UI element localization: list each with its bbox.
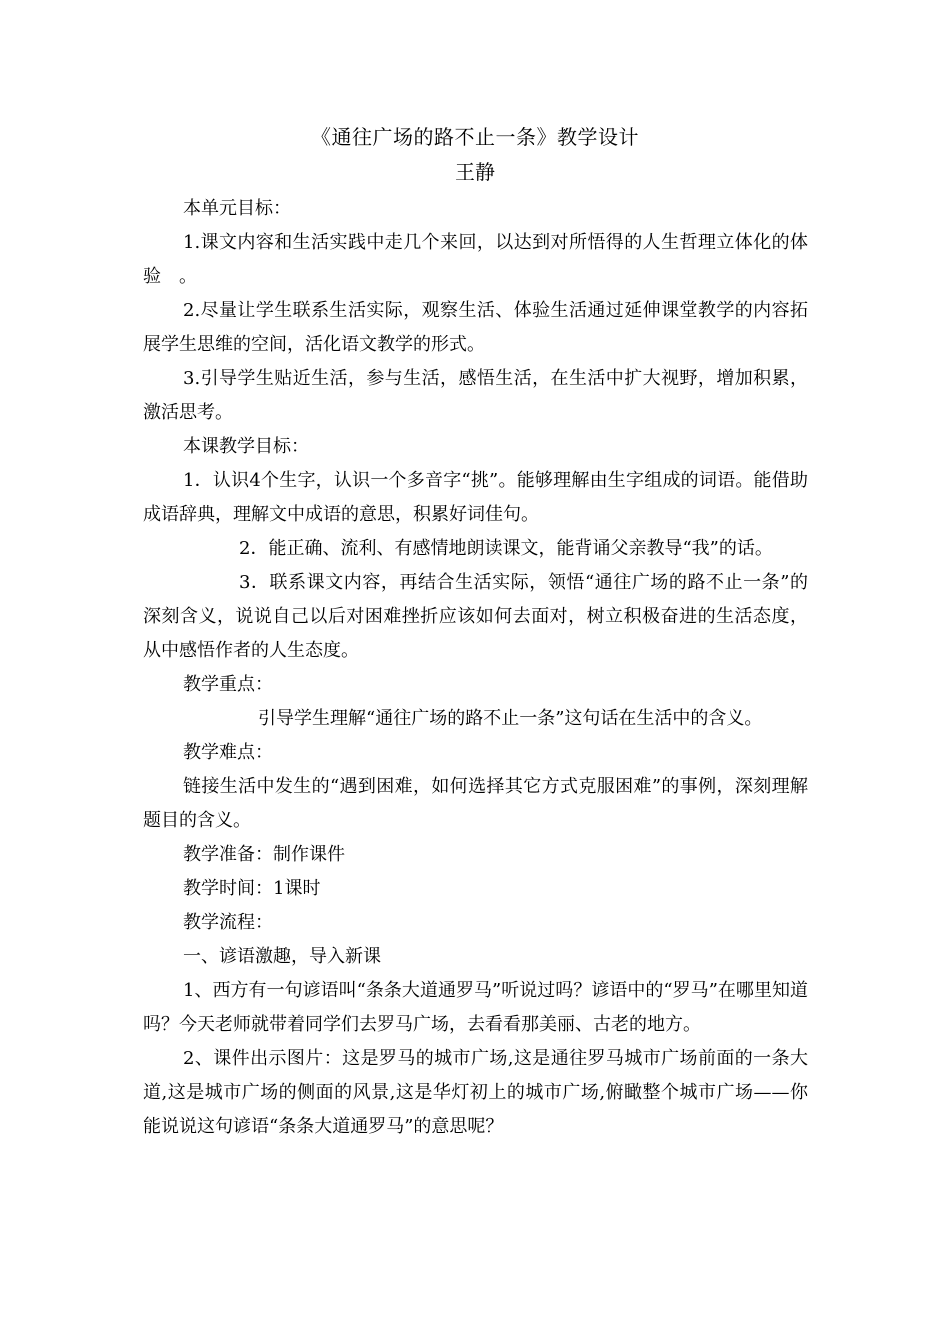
time-text: 教学时间：1课时 [183,878,321,899]
unit-goal-2: 2.尽量让学生联系生活实际，观察生活、体验生活通过延伸课堂教学的内容拓展学生思维的空间，活化语文教学的形式。 [143,300,808,355]
lesson-goal-3: 3．联系课文内容，再结合生活实际，领悟“通往广场的路不止一条”的深刻含义，说说自己以后对困难挫折应该如何去面对，树立积极奋进的生活态度，从中感悟作者的人生态度。 [143,572,808,661]
preparation-text: 教学准备：制作课件 [183,844,345,865]
document-body [143,192,808,1144]
section-heading-unit-goals: 本单元目标： [183,198,291,219]
lesson-goal-1: 1．认识4个生字，认识一个多音字“挑”。能够理解由生字组成的词语。能借助成语辞典，理解文中成语的意思，积累好词佳句。 [143,470,808,525]
document-author: 王静 [455,160,495,184]
document-title: 《通往广场的路不止一条》教学设计 [311,125,639,149]
lesson-goal-2: 2．能正确、流利、有感情地朗读课文，能背诵父亲教导“我”的话。 [239,538,773,559]
process-item-2: 2、课件出示图片：这是罗马的城市广场,这是通往罗马城市广场前面的一条大道,这是城市广场的侧面的风景,这是华灯初上的城市广场,俯瞰整个城市广场——你能说说这句谚语“条条大道通罗马”的意思呢？ [143,1048,808,1137]
section-heading-key-points: 教学重点： [183,674,273,695]
unit-goal-1: 1.课文内容和生活实践中走几个来回，以达到对所悟得的人生哲理立体化的体验 。 [143,232,808,287]
section-heading-difficulties: 教学难点： [183,742,273,763]
process-item-1: 1、西方有一句谚语叫“条条大道通罗马”听说过吗？谚语中的“罗马”在哪里知道吗？今天老师就带着同学们去罗马广场，去看看那美丽、古老的地方。 [143,980,808,1035]
difficulties-text: 链接生活中发生的“遇到困难，如何选择其它方式克服困难”的事例，深刻理解题目的含义。 [143,776,808,831]
key-points-text: 引导学生理解“通往广场的路不止一条”这句话在生活中的含义。 [258,708,763,729]
section-heading-process: 教学流程： [183,912,273,933]
process-step-heading-1: 一、谚语激趣，导入新课 [183,946,381,967]
section-heading-lesson-goals: 本课教学目标： [183,436,309,457]
unit-goal-3: 3.引导学生贴近生活，参与生活，感悟生活，在生活中扩大视野，增加积累，激活思考。 [143,368,808,423]
